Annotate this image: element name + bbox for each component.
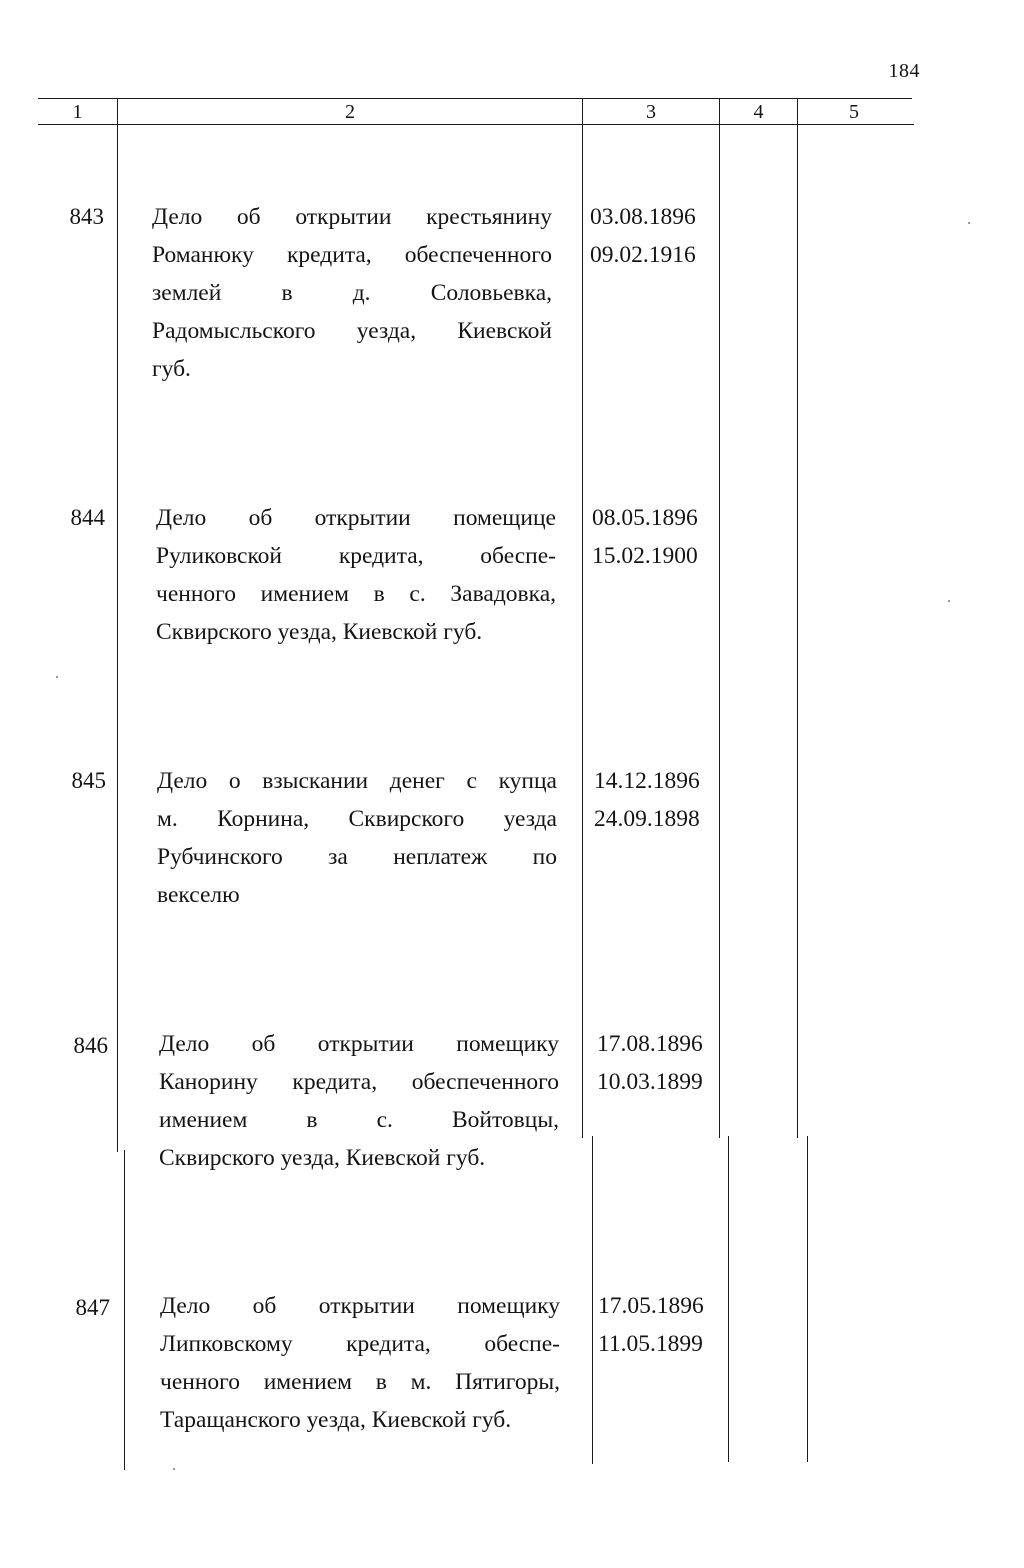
column-divider-4 bbox=[797, 98, 798, 1138]
column-header-1: 1 bbox=[72, 101, 83, 123]
description-line: Дело об открытии помещику bbox=[159, 1031, 559, 1057]
end-date: 09.02.1916 bbox=[590, 242, 696, 268]
description-line: землей в д. Соловьевка, bbox=[152, 280, 552, 306]
table-header-rule bbox=[38, 124, 914, 125]
description-line: имением в с. Войтовцы, bbox=[159, 1107, 559, 1133]
record-number: 847 bbox=[75, 1295, 110, 1320]
description-line: Рубчинского за неплатеж по bbox=[157, 844, 557, 870]
description-line: Дело о взыскании денег с купца bbox=[157, 768, 557, 794]
scan-speck bbox=[968, 222, 970, 224]
record-number: 846 bbox=[73, 1033, 108, 1058]
description-line: ченного имением в м. Пятигоры, bbox=[160, 1369, 560, 1395]
description-line: губ. bbox=[152, 356, 191, 382]
description-line: ченного имением в с. Завадовка, bbox=[156, 581, 556, 607]
record-number: 845 bbox=[71, 768, 106, 793]
record-number: 843 bbox=[69, 204, 104, 229]
record-description bbox=[160, 1287, 560, 1439]
end-date: 11.05.1899 bbox=[598, 1331, 703, 1357]
start-date: 17.05.1896 bbox=[598, 1293, 704, 1319]
column-header-5: 5 bbox=[849, 101, 859, 123]
end-date: 15.02.1900 bbox=[592, 543, 698, 569]
record-description bbox=[157, 762, 557, 914]
start-date: 14.12.1896 bbox=[594, 768, 700, 794]
description-line: Дело об открытии помещице bbox=[156, 505, 556, 531]
page-number: 184 bbox=[888, 60, 920, 82]
record-dates bbox=[597, 1025, 727, 1101]
end-date: 10.03.1899 bbox=[597, 1069, 703, 1095]
record-description bbox=[159, 1025, 559, 1177]
description-line: Романюку кредита, обеспеченного bbox=[152, 242, 552, 268]
description-line: Канорину кредита, обеспеченного bbox=[159, 1069, 559, 1095]
table-top-rule bbox=[38, 98, 912, 99]
description-line: Радомысльского уезда, Киевской bbox=[152, 318, 552, 344]
record-description bbox=[152, 198, 552, 388]
record-dates bbox=[598, 1287, 728, 1363]
column-divider-1-lower bbox=[124, 1150, 125, 1470]
column-header-2: 2 bbox=[345, 101, 355, 123]
end-date: 24.09.1898 bbox=[594, 806, 700, 832]
description-line: Таращанского уезда, Киевской губ. bbox=[160, 1407, 512, 1433]
description-line: Сквирского уезда, Киевской губ. bbox=[156, 619, 483, 645]
column-divider-4-lower bbox=[807, 1136, 808, 1462]
description-line: Липковскому кредита, обеспе- bbox=[160, 1331, 560, 1357]
start-date: 03.08.1896 bbox=[590, 204, 696, 230]
column-divider-2 bbox=[582, 98, 583, 1138]
column-header-3: 3 bbox=[646, 101, 656, 123]
record-number: 844 bbox=[70, 505, 105, 530]
column-divider-2-lower bbox=[592, 1136, 593, 1464]
record-description bbox=[156, 499, 556, 651]
scan-speck bbox=[56, 676, 58, 678]
start-date: 08.05.1896 bbox=[592, 505, 698, 531]
scan-speck bbox=[948, 600, 950, 602]
description-line: Дело об открытии помещику bbox=[160, 1293, 560, 1319]
description-line: Руликовской кредита, обеспе- bbox=[156, 543, 556, 569]
scan-speck bbox=[173, 1468, 175, 1470]
description-line: Дело об открытии крестьянину bbox=[152, 204, 552, 230]
description-line: м. Корнина, Сквирского уезда bbox=[157, 806, 557, 832]
record-dates bbox=[594, 762, 724, 838]
record-dates bbox=[592, 499, 722, 575]
column-header-4: 4 bbox=[753, 101, 764, 123]
description-line: Сквирского уезда, Киевской губ. bbox=[159, 1145, 486, 1171]
column-divider-1 bbox=[117, 98, 118, 1152]
start-date: 17.08.1896 bbox=[597, 1031, 703, 1057]
description-line: векселю bbox=[157, 882, 240, 908]
column-divider-3-lower bbox=[728, 1136, 729, 1462]
record-dates bbox=[590, 198, 720, 274]
